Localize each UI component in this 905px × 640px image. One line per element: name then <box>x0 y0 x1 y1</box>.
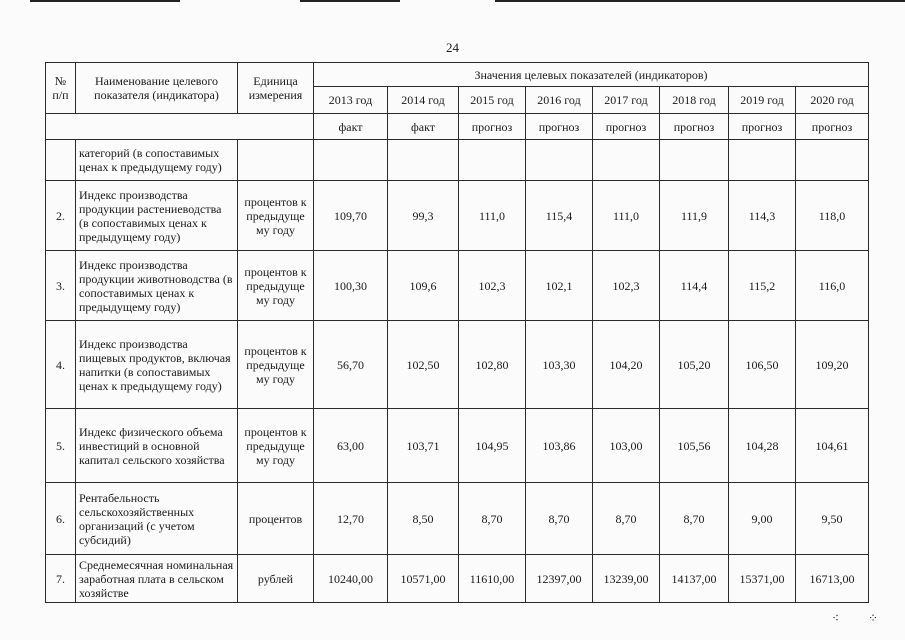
unit-cell: процентов <box>238 483 314 555</box>
table-row <box>46 321 869 409</box>
unit-cell: процентов к предыдуще му году <box>238 181 314 251</box>
value-cell: 103,30 <box>526 321 593 409</box>
header-indicator-name: Наименование целевого показателя (индикатора) <box>76 63 238 114</box>
value-cell: 13239,00 <box>593 555 660 603</box>
value-cell: 109,20 <box>796 321 869 409</box>
value-cell: 109,6 <box>388 251 459 321</box>
value-cell: 103,86 <box>526 409 593 483</box>
indicator-name: Индекс производства продукции растениеводства (в сопоставимых ценах к предыдущему году) <box>76 181 238 251</box>
indicator-name: Индекс производства продукции животноводства (в сопоставимых ценах к предыдущему году) <box>76 251 238 321</box>
header-year: 2020 год <box>796 87 869 114</box>
value-cell: 111,0 <box>459 181 526 251</box>
value-cell: 9,50 <box>796 483 869 555</box>
header-unit: Единица измерения <box>238 63 314 114</box>
header-value-type: прогноз <box>796 114 869 140</box>
value-cell: 103,00 <box>593 409 660 483</box>
table-row <box>46 483 869 555</box>
value-cell: 10240,00 <box>314 555 388 603</box>
header-year: 2014 год <box>388 87 459 114</box>
unit-cell: рублей <box>238 555 314 603</box>
continuation-value-cell <box>526 140 593 181</box>
table-row <box>46 555 869 603</box>
value-cell: 9,00 <box>729 483 796 555</box>
row-number: 2. <box>46 181 76 251</box>
continuation-value-cell <box>729 140 796 181</box>
indicator-name: Рентабельность сельскохозяйственных организаций (с учетом субсидий) <box>76 483 238 555</box>
value-cell: 104,61 <box>796 409 869 483</box>
value-cell: 14137,00 <box>660 555 729 603</box>
header-year: 2018 год <box>660 87 729 114</box>
continuation-unit-cell <box>238 140 314 181</box>
page-number: 24 <box>446 40 459 55</box>
continuation-value-cell <box>459 140 526 181</box>
row-number: 6. <box>46 483 76 555</box>
value-cell: 115,2 <box>729 251 796 321</box>
header-value-type: прогноз <box>729 114 796 140</box>
top-rule-right <box>495 0 905 2</box>
header-number: № п/п <box>46 63 76 114</box>
scan-mark-1: ⁖ <box>832 611 840 625</box>
top-rule-middle <box>300 0 400 2</box>
value-cell: 102,3 <box>459 251 526 321</box>
row-number: 7. <box>46 555 76 603</box>
table-row <box>46 181 869 251</box>
header-value-type: факт <box>314 114 388 140</box>
header-year: 2015 год <box>459 87 526 114</box>
value-cell: 15371,00 <box>729 555 796 603</box>
value-cell: 99,3 <box>388 181 459 251</box>
scan-mark-2: ⁘ <box>868 611 879 625</box>
value-cell: 105,20 <box>660 321 729 409</box>
value-cell: 103,71 <box>388 409 459 483</box>
indicator-name: Индекс производства пищевых продуктов, включая напитки (в сопоставимых ценах к предыдущему году) <box>76 321 238 409</box>
value-cell: 102,50 <box>388 321 459 409</box>
indicator-name: Индекс физического объема инвестиций в основной капитал сельского хозяйства <box>76 409 238 483</box>
value-cell: 114,4 <box>660 251 729 321</box>
header-type-blank <box>46 114 314 140</box>
value-cell: 104,28 <box>729 409 796 483</box>
unit-cell: процентов к предыдуще му году <box>238 321 314 409</box>
continuation-value-cell <box>388 140 459 181</box>
value-cell: 111,9 <box>660 181 729 251</box>
value-cell: 109,70 <box>314 181 388 251</box>
header-values-group: Значения целевых показателей (индикаторов) <box>314 63 869 87</box>
header-year: 2017 год <box>593 87 660 114</box>
value-cell: 102,80 <box>459 321 526 409</box>
row-number: 3. <box>46 251 76 321</box>
continuation-value-cell <box>796 140 869 181</box>
unit-cell: процентов к предыдуще му году <box>238 409 314 483</box>
indicators-table <box>45 62 869 603</box>
header-value-type: прогноз <box>660 114 729 140</box>
continuation-value-cell <box>593 140 660 181</box>
continuation-number-cell <box>46 140 76 181</box>
value-cell: 8,50 <box>388 483 459 555</box>
header-value-type: факт <box>388 114 459 140</box>
value-cell: 16713,00 <box>796 555 869 603</box>
table-row <box>46 251 869 321</box>
value-cell: 118,0 <box>796 181 869 251</box>
header-value-type: прогноз <box>593 114 660 140</box>
indicator-name: Среднемесячная номинальная заработная плата в сельском хозяйстве <box>76 555 238 603</box>
value-cell: 104,95 <box>459 409 526 483</box>
value-cell: 10571,00 <box>388 555 459 603</box>
header-value-type: прогноз <box>526 114 593 140</box>
header-value-type: прогноз <box>459 114 526 140</box>
row-number: 5. <box>46 409 76 483</box>
value-cell: 12397,00 <box>526 555 593 603</box>
value-cell: 56,70 <box>314 321 388 409</box>
value-cell: 106,50 <box>729 321 796 409</box>
continuation-value-cell <box>314 140 388 181</box>
value-cell: 8,70 <box>593 483 660 555</box>
value-cell: 63,00 <box>314 409 388 483</box>
value-cell: 11610,00 <box>459 555 526 603</box>
row-number: 4. <box>46 321 76 409</box>
top-rule-left <box>30 0 180 2</box>
value-cell: 102,3 <box>593 251 660 321</box>
value-cell: 8,70 <box>660 483 729 555</box>
table-row <box>46 409 869 483</box>
value-cell: 114,3 <box>729 181 796 251</box>
value-cell: 8,70 <box>526 483 593 555</box>
value-cell: 100,30 <box>314 251 388 321</box>
value-cell: 102,1 <box>526 251 593 321</box>
value-cell: 115,4 <box>526 181 593 251</box>
header-year: 2019 год <box>729 87 796 114</box>
value-cell: 8,70 <box>459 483 526 555</box>
value-cell: 116,0 <box>796 251 869 321</box>
header-year: 2013 год <box>314 87 388 114</box>
value-cell: 111,0 <box>593 181 660 251</box>
continuation-value-cell <box>660 140 729 181</box>
unit-cell: процентов к предыдуще му году <box>238 251 314 321</box>
value-cell: 105,56 <box>660 409 729 483</box>
header-year: 2016 год <box>526 87 593 114</box>
continuation-text: категорий (в сопоставимых ценах к предыдущему году) <box>76 140 238 181</box>
value-cell: 12,70 <box>314 483 388 555</box>
value-cell: 104,20 <box>593 321 660 409</box>
